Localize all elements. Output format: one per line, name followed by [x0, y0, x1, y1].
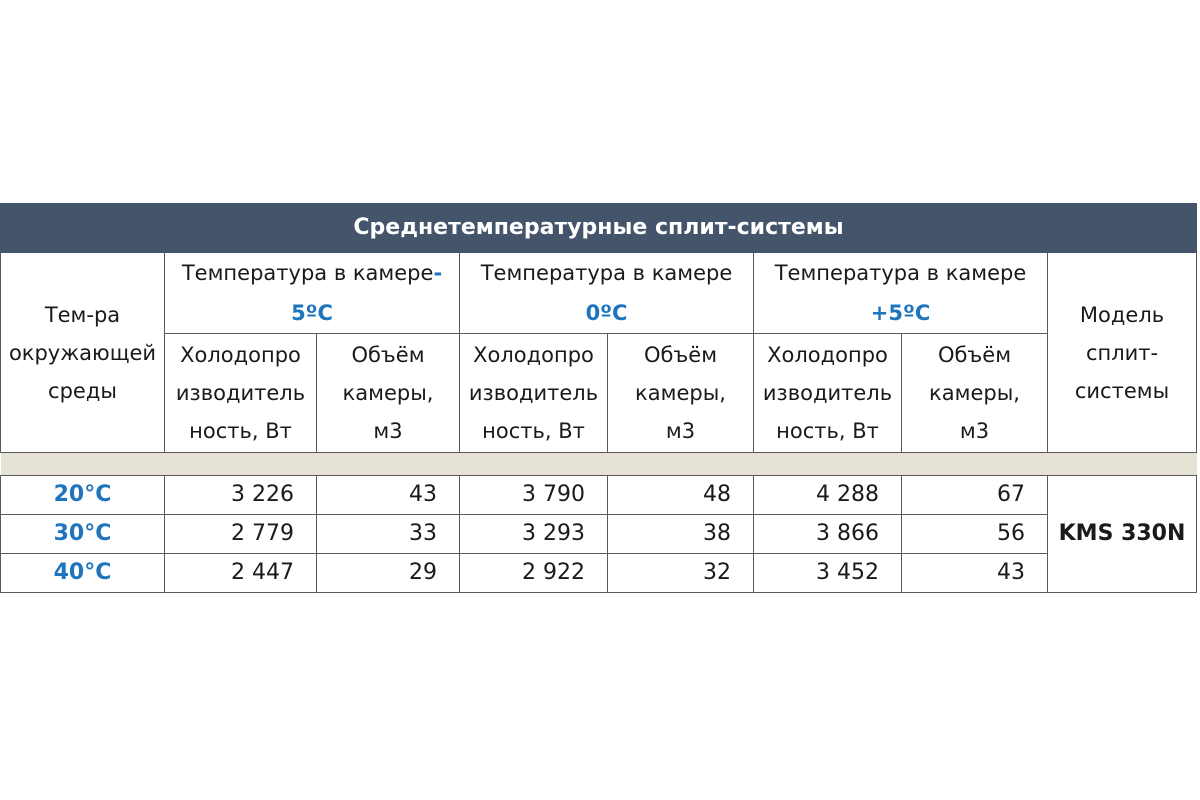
capacity-cell: 3 866: [754, 515, 902, 554]
capacity-cell: 2 779: [165, 515, 317, 554]
volume-cell: 67: [902, 476, 1048, 515]
capacity-cell: 2 922: [460, 554, 608, 593]
chamber-temp-header-0: [460, 253, 754, 334]
chamber-temp-value: +5ºC: [870, 301, 931, 325]
chamber-temp-header-plus5: [754, 253, 1048, 334]
chamber-temp-label: Температура в камере: [480, 261, 733, 285]
volume-cell: 56: [902, 515, 1048, 554]
capacity-cell: 3 293: [460, 515, 608, 554]
capacity-subheader: Холодопро изводитель ность, Вт: [754, 334, 902, 453]
capacity-cell: 3 452: [754, 554, 902, 593]
volume-cell: 43: [317, 476, 460, 515]
volume-subheader: Объём камеры, м3: [902, 334, 1048, 453]
chamber-temp-value: -: [433, 261, 443, 285]
capacity-cell: 3 790: [460, 476, 608, 515]
table-row: [1, 476, 1197, 515]
model-cell: KMS 330N: [1048, 476, 1197, 593]
chamber-temp-label: Температура в камере: [774, 261, 1027, 285]
model-header: [1048, 253, 1197, 453]
volume-cell: 29: [317, 554, 460, 593]
volume-cell: 33: [317, 515, 460, 554]
volume-cell: 32: [608, 554, 754, 593]
table-title: Среднетемпературные сплит-системы: [1, 204, 1197, 253]
ambient-temp-cell: 40°C: [1, 554, 165, 593]
model-header-label: Модель сплит-системы: [1074, 302, 1170, 403]
spacer-cell: [1, 453, 1197, 476]
capacity-subheader: Холодопро изводитель ность, Вт: [460, 334, 608, 453]
table-row: [1, 515, 1197, 554]
capacity-cell: 4 288: [754, 476, 902, 515]
volume-cell: 43: [902, 554, 1048, 593]
chamber-temp-value-cont: 5ºC: [291, 301, 333, 325]
volume-cell: 38: [608, 515, 754, 554]
volume-subheader: Объём камеры, м3: [608, 334, 754, 453]
volume-subheader: Объём камеры, м3: [317, 334, 460, 453]
chamber-temp-value: 0ºC: [585, 301, 628, 325]
table-row: [1, 554, 1197, 593]
ambient-temp-header: [1, 253, 165, 453]
capacity-cell: 3 226: [165, 476, 317, 515]
chamber-temp-header-minus5: [165, 253, 460, 334]
volume-cell: 48: [608, 476, 754, 515]
chamber-temp-label: Температура в камере: [181, 261, 434, 285]
capacity-subheader: Холодопро изводитель ность, Вт: [165, 334, 317, 453]
spacer-row: [1, 453, 1197, 476]
ambient-temp-header-label: Тем-ра окружающей среды: [8, 302, 157, 403]
ambient-temp-cell: 30°C: [1, 515, 165, 554]
split-systems-table: [0, 203, 1196, 593]
capacity-cell: 2 447: [165, 554, 317, 593]
ambient-temp-cell: 20°C: [1, 476, 165, 515]
